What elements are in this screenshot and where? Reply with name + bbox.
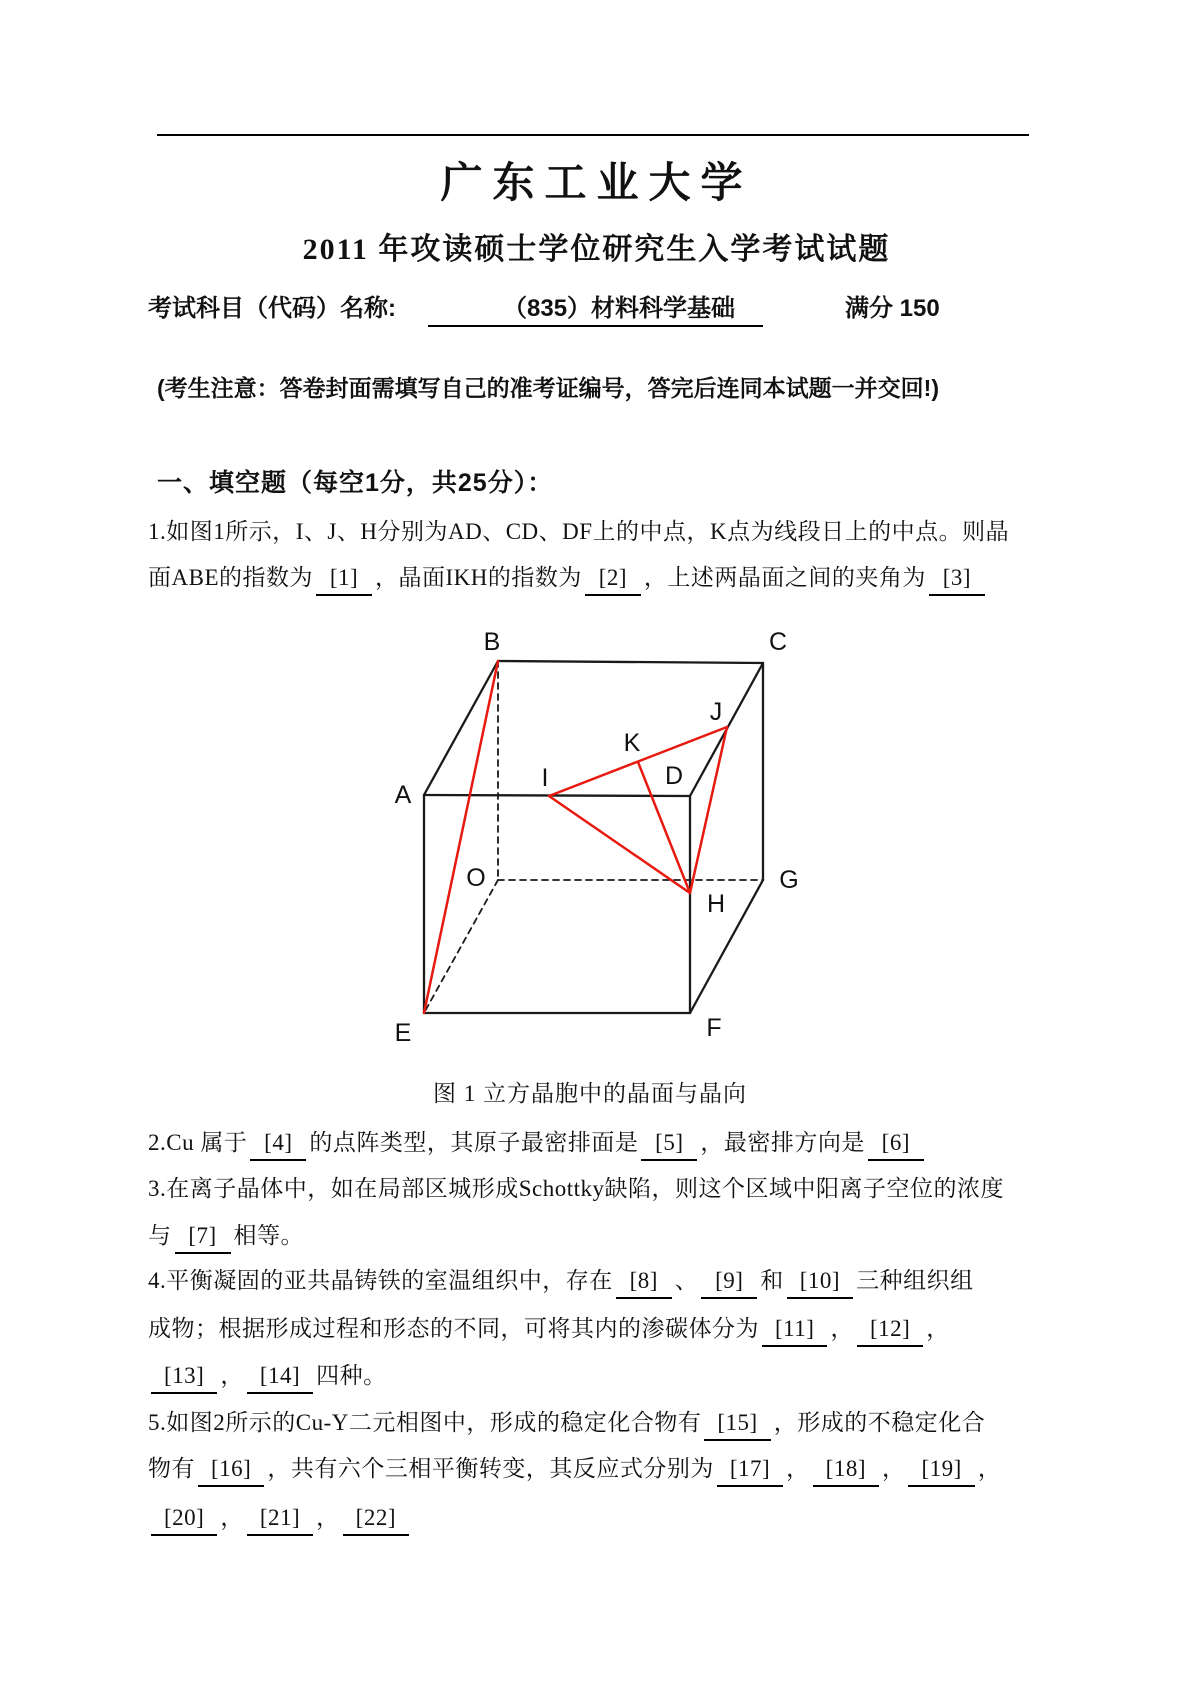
- question-5-line-2: [148, 1453, 1048, 1487]
- cube-edge-BC: [498, 661, 763, 663]
- candidate-notice: (考生注意：答卷封面需填写自己的准考证编号，答完后连同本试题一并交回!): [157, 375, 939, 401]
- vertex-label-J: J: [709, 698, 723, 726]
- vertex-label-D: D: [664, 762, 684, 790]
- q1-text: ，晶面IKH的指数为: [375, 565, 582, 590]
- q2-text: 的点阵类型，其原子最密排面是: [309, 1130, 639, 1155]
- vertex-label-C: C: [768, 628, 788, 656]
- blank-14: [14]: [247, 1360, 313, 1394]
- vertex-label-H: H: [706, 890, 726, 918]
- subject-value: （835）材料科学基础: [428, 288, 763, 327]
- figure-caption: 图 1 立方晶胞中的晶面与晶向: [433, 1081, 747, 1106]
- blank-16: [16]: [198, 1453, 264, 1487]
- vertex-label-A: A: [394, 781, 412, 809]
- score-label: 满分 150: [845, 295, 940, 322]
- question-4-line-2: [148, 1313, 1048, 1347]
- plane-line-BE: [424, 661, 498, 1013]
- blank-19: [19]: [908, 1453, 974, 1487]
- question-4-line-3: [148, 1360, 1048, 1394]
- blank-6: [6]: [868, 1127, 924, 1161]
- q4-text: 成物；根据形成过程和形态的不同，可将其内的渗碳体分为: [148, 1316, 759, 1341]
- q5-text: 物有: [148, 1456, 195, 1481]
- q3-text: 与: [148, 1223, 172, 1248]
- blank-3: [3]: [929, 562, 985, 596]
- question-4-line-1: [148, 1265, 1048, 1299]
- plane-line-IH: [549, 796, 690, 893]
- blank-17: [17]: [717, 1453, 783, 1487]
- q4-text: 和: [760, 1268, 784, 1293]
- q4-text: 四种。: [316, 1363, 387, 1388]
- plane-line-JH: [690, 727, 727, 893]
- question-2-line-1: [148, 1127, 1048, 1161]
- q5-text: ，: [977, 1456, 1002, 1481]
- blank-20: [20]: [151, 1502, 217, 1536]
- section-1-title: 一、填空题（每空1分，共25分）：: [157, 469, 554, 497]
- vertex-label-K: K: [623, 729, 641, 757]
- q3-text: 相等。: [233, 1223, 304, 1248]
- q4-text: 、: [674, 1268, 699, 1293]
- blank-12: [12]: [857, 1313, 923, 1347]
- q4-text: 4.平衡凝固的亚共晶铸铁的室温组织中，存在: [148, 1268, 613, 1293]
- blank-5: [5]: [641, 1127, 697, 1161]
- blank-9: [9]: [701, 1265, 757, 1299]
- q2-text: ，最密排方向是: [700, 1130, 865, 1155]
- blank-8: [8]: [616, 1265, 672, 1299]
- vertex-label-B: B: [483, 628, 501, 656]
- question-3-line-2: [148, 1220, 1048, 1254]
- vertex-label-G: G: [779, 866, 799, 894]
- q5-text: ，形成的不稳定化合: [773, 1410, 986, 1435]
- question-3-line-1: 3.在离子晶体中，如在局部区城形成Schottky缺陷，则这个区域中阳离子空位的浓度: [148, 1176, 1005, 1201]
- vertex-label-F: F: [706, 1014, 722, 1042]
- vertex-label-I: I: [541, 764, 549, 792]
- cube-hidden-edge-OE: [424, 880, 498, 1013]
- cube-edge-FG: [690, 880, 763, 1013]
- question-5-line-1: [148, 1407, 1048, 1441]
- q5-text: ，: [316, 1505, 340, 1530]
- q4-text: ，: [220, 1363, 244, 1388]
- subject-label: 考试科目（代码）名称:: [148, 295, 396, 322]
- blank-1: [1]: [316, 562, 372, 596]
- blank-4: [4]: [250, 1127, 306, 1161]
- q5-text: ，共有六个三相平衡转变，其反应式分别为: [267, 1456, 714, 1481]
- blank-7: [7]: [175, 1220, 231, 1254]
- question-1-line-1: 1.如图1所示，I、J、H分别为AD、CD、DF上的中点，K点为线段日上的中点。则晶: [148, 519, 1010, 544]
- subject-row: [0, 288, 1190, 328]
- q5-text: ，: [881, 1456, 906, 1481]
- q4-text: 三种组织组: [856, 1268, 974, 1293]
- q5-text: 5.如图2所示的Cu-Y二元相图中，形成的稳定化合物有: [148, 1410, 702, 1435]
- blank-13: [13]: [151, 1360, 217, 1394]
- q2-text: 2.Cu 属于: [148, 1130, 248, 1155]
- q5-text: ，: [220, 1505, 244, 1530]
- vertex-label-E: E: [394, 1019, 412, 1047]
- q1-text: 面ABE的指数为: [148, 565, 313, 590]
- university-title: 广东工业大学: [440, 161, 753, 207]
- q4-text: ，: [926, 1316, 950, 1341]
- blank-2: [2]: [585, 562, 641, 596]
- figure-1-cube-diagram: [330, 575, 850, 1055]
- blank-22: [22]: [343, 1502, 409, 1536]
- blank-18: [18]: [813, 1453, 879, 1487]
- blank-15: [15]: [704, 1407, 770, 1441]
- question-5-line-3: [148, 1502, 1048, 1536]
- cube-edge-AB: [424, 661, 498, 795]
- vertex-label-O: O: [466, 864, 486, 892]
- exam-year-title: 2011 年攻读硕士学位研究生入学考试试题: [302, 233, 891, 266]
- header-rule: [157, 134, 1029, 136]
- blank-21: [21]: [247, 1502, 313, 1536]
- q4-text: ，: [830, 1316, 854, 1341]
- q5-text: ，: [786, 1456, 810, 1481]
- blank-10: [10]: [787, 1265, 853, 1299]
- q1-text: ，上述两晶面之间的夹角为: [643, 565, 926, 590]
- blank-11: [11]: [762, 1313, 827, 1347]
